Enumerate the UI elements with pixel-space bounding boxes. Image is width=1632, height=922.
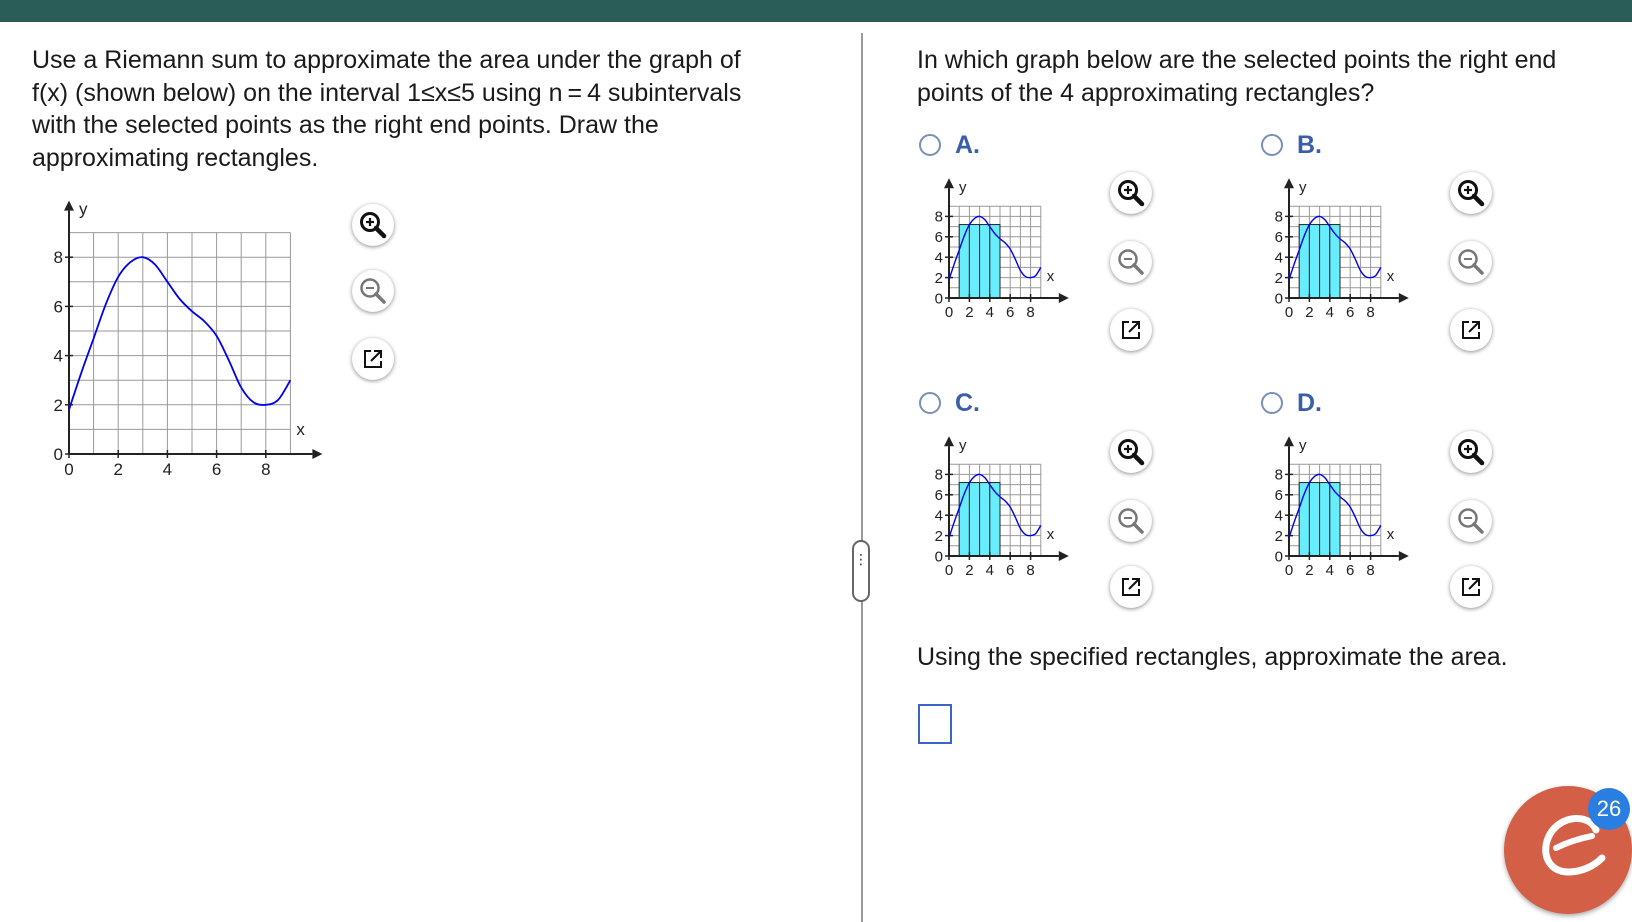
approx-rectangle [969,483,979,556]
option-a-popout-button[interactable] [1110,309,1152,351]
x-axis-label: x [1046,268,1055,285]
y-axis-label: y [959,437,967,455]
option-b-radio[interactable] [1261,134,1283,156]
option-c-popout-button[interactable] [1110,566,1152,608]
option-a-radio[interactable] [919,134,941,156]
y-tick-label: 2 [1274,269,1283,287]
x-tick-label: 0 [64,460,74,479]
approx-rectangle [990,483,1000,556]
y-tick-label: 0 [1274,290,1283,308]
x-axis-label: x [1386,526,1395,543]
x-axis-label: x [1046,526,1055,543]
option-c-zoom-in-button[interactable] [1110,431,1152,473]
approx-rectangle [1309,225,1319,298]
panel-resize-handle[interactable]: ⋮ [852,540,870,602]
panel-divider [861,33,863,922]
option-c-graph [930,436,1105,606]
function-curve [69,257,290,410]
x-tick-label: 6 [211,460,222,479]
x-tick-label: 6 [1346,304,1355,321]
y-tick-label: 6 [934,487,943,505]
x-tick-label: 2 [1305,304,1314,321]
y-tick-label: 6 [934,229,943,247]
y-tick-label: 6 [53,297,63,317]
x-axis-label: x [1386,268,1395,285]
top-bar [0,0,1632,22]
y-tick-label: 0 [1274,548,1283,566]
zoom-out-icon [1116,247,1146,277]
approx-rectangle [969,225,979,298]
zoom-in-button[interactable] [352,204,394,246]
option-a[interactable] [919,128,980,162]
question-line: f(x) (shown below) on the interval 1≤x≤5 using n = 4 subintervals [32,78,742,107]
x-tick-label: 4 [985,304,994,321]
option-a-zoom-in-button[interactable] [1110,172,1152,214]
approx-rectangle [1330,225,1340,298]
y-axis-arrow [64,201,74,211]
x-axis-arrow [1059,551,1069,561]
zoom-in-icon [1456,178,1486,208]
question-text [32,44,822,174]
x-axis-arrow [1399,551,1409,561]
x-tick-label: 4 [1325,304,1334,321]
option-d-popout-button[interactable] [1450,566,1492,608]
y-axis-label: y [79,200,88,219]
option-d-graph [1270,436,1445,606]
y-tick-label: 4 [53,346,63,366]
popout-button[interactable] [352,338,394,380]
approx-rectangle [1320,225,1330,298]
option-c-radio[interactable] [919,392,941,414]
option-c[interactable] [919,386,980,420]
x-tick-label: 8 [1366,304,1375,321]
zoom-out-button[interactable] [352,270,394,312]
x-tick-label: 8 [1366,562,1375,579]
x-tick-label: 2 [113,460,123,479]
x-axis-arrow [1059,293,1069,303]
option-a-label: A. [955,130,980,159]
y-tick-label: 8 [934,208,943,226]
option-a-zoom-out-button[interactable] [1110,241,1152,283]
option-b-graph [1270,178,1445,348]
y-tick-label: 8 [934,466,943,484]
option-b-label: B. [1297,130,1322,159]
option-b-zoom-out-button[interactable] [1450,241,1492,283]
y-tick-label: 0 [934,548,943,566]
option-b[interactable] [1261,128,1322,162]
subquestion-line: In which graph below are the selected points the right end [917,46,1557,74]
approx-rectangle [990,225,1000,298]
y-tick-label: 0 [53,444,63,464]
zoom-in-icon [1116,178,1146,208]
approx-rectangle [1309,483,1319,556]
external-link-icon [360,346,386,372]
x-tick-label: 4 [985,562,994,579]
notification-badge: 26 [1588,788,1630,830]
question-line: approximating rectangles. [32,143,319,172]
x-tick-label: 4 [1325,562,1334,579]
x-tick-label: 6 [1006,562,1015,579]
external-link-icon [1118,574,1144,600]
subquestion-text [917,44,1607,109]
subquestion-line: points of the 4 approximating rectangles? [917,78,1375,107]
zoom-in-icon [358,210,388,240]
y-tick-label: 6 [1274,229,1283,247]
external-link-icon [1458,317,1484,343]
zoom-out-icon [1456,506,1486,536]
y-tick-label: 2 [934,269,943,287]
x-tick-label: 2 [965,304,974,321]
y-tick-label: 4 [1274,249,1283,267]
option-d-zoom-in-button[interactable] [1450,431,1492,473]
y-tick-label: 0 [934,290,943,308]
y-axis-arrow [1284,436,1294,446]
y-tick-label: 2 [934,527,943,545]
x-tick-label: 8 [1026,304,1035,321]
x-tick-label: 8 [1026,562,1035,579]
x-tick-label: 8 [261,460,271,479]
zoom-out-icon [1456,247,1486,277]
approx-rectangle [1330,483,1340,556]
y-axis-arrow [944,436,954,446]
area-prompt: Using the specified rectangles, approximate the area. [917,643,1508,671]
y-tick-label: 8 [53,248,63,268]
approx-rectangle [1320,483,1330,556]
zoom-out-icon [358,276,388,306]
y-axis-label: y [1299,179,1307,197]
y-tick-label: 4 [934,249,943,267]
x-axis-label: x [296,420,305,439]
y-axis-arrow [1284,178,1294,188]
y-tick-label: 2 [53,395,63,415]
option-d-radio[interactable] [1261,392,1283,414]
zoom-in-icon [1116,437,1146,467]
y-tick-label: 8 [1274,466,1283,484]
x-tick-label: 0 [1284,562,1294,579]
y-axis-arrow [944,178,954,188]
external-link-icon [1458,574,1484,600]
x-tick-label: 6 [1006,304,1015,321]
option-d[interactable] [1261,386,1322,420]
option-c-label: C. [955,388,980,417]
option-c-zoom-out-button[interactable] [1110,500,1152,542]
option-d-label: D. [1297,388,1322,417]
x-axis-arrow [312,449,322,459]
y-axis-label: y [959,179,967,197]
x-tick-label: 0 [944,304,954,321]
approx-rectangle [980,225,990,298]
question-line: with the selected points as the right end points. Draw the [32,111,659,139]
approx-rectangle [980,483,990,556]
y-tick-label: 4 [1274,507,1283,525]
zoom-in-icon [1456,437,1486,467]
x-tick-label: 2 [965,562,974,579]
y-axis-label: y [1299,437,1307,455]
x-axis-arrow [1399,293,1409,303]
question-line: Use a Riemann sum to approximate the area under the graph of [32,46,741,74]
area-answer-input[interactable] [918,704,952,744]
y-tick-label: 4 [934,507,943,525]
x-tick-label: 0 [1284,304,1294,321]
zoom-out-icon [1116,506,1146,536]
option-b-popout-button[interactable] [1450,309,1492,351]
option-b-zoom-in-button[interactable] [1450,172,1492,214]
x-tick-label: 0 [944,562,954,579]
x-tick-label: 2 [1305,562,1314,579]
y-tick-label: 8 [1274,208,1283,226]
function-graph [32,200,352,510]
x-tick-label: 4 [162,460,173,479]
y-tick-label: 6 [1274,487,1283,505]
option-d-zoom-out-button[interactable] [1450,500,1492,542]
option-a-graph [930,178,1105,348]
external-link-icon [1118,317,1144,343]
y-tick-label: 2 [1274,527,1283,545]
x-tick-label: 6 [1346,562,1355,579]
